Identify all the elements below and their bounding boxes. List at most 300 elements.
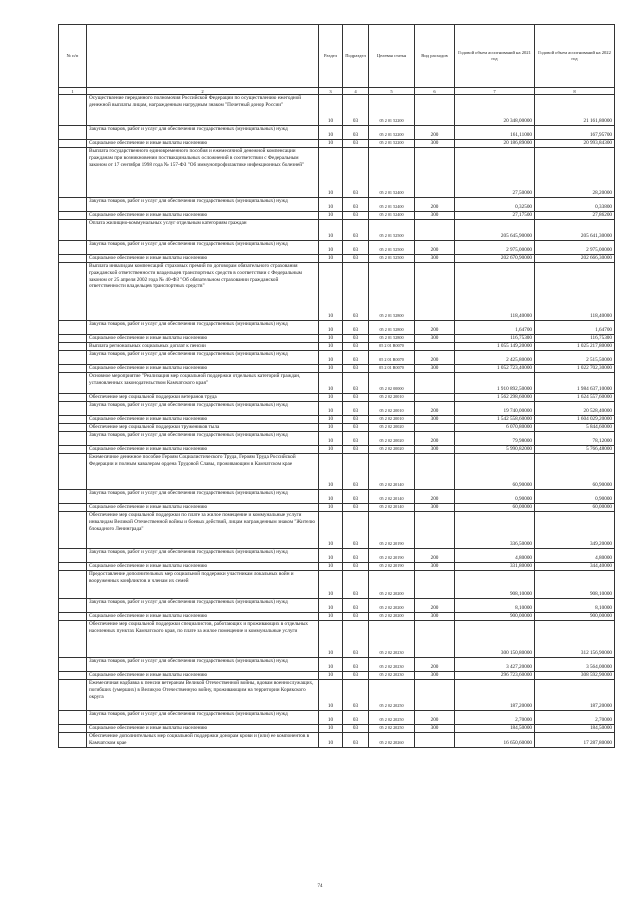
cell-num	[59, 321, 87, 335]
cell-amount-2021: 1,64700	[455, 321, 535, 335]
cell-section: 10	[319, 512, 343, 549]
cell-amount-2022: 118,40000	[535, 263, 615, 321]
cell-expense-type: 300	[415, 416, 455, 424]
cell-target-article: 05 2 02 20010	[369, 402, 415, 416]
column-number: 1	[59, 88, 87, 95]
cell-name: Социальное обеспечение и иные выплаты населению	[87, 672, 319, 680]
cell-section: 10	[319, 95, 343, 126]
cell-name: Закупка товаров, работ и услуг для обеспечения государственных (муниципальных) нужд	[87, 402, 319, 416]
cell-target-article: 05 2 01 52400	[369, 198, 415, 212]
cell-name: Закупка товаров, работ и услуг для обеспечения государственных (муниципальных) нужд	[87, 490, 319, 504]
cell-amount-2022: 349,20000	[535, 512, 615, 549]
cell-expense-type	[415, 220, 455, 241]
header-section: Раздел	[319, 25, 343, 88]
cell-section: 10	[319, 725, 343, 733]
cell-section: 10	[319, 454, 343, 490]
cell-target-article: 05 2 02 20140	[369, 490, 415, 504]
cell-amount-2022: 312 156,90000	[535, 621, 615, 658]
cell-num	[59, 711, 87, 725]
cell-num	[59, 335, 87, 343]
cell-subsection: 03	[343, 351, 369, 365]
cell-subsection: 03	[343, 504, 369, 512]
cell-subsection: 03	[343, 446, 369, 454]
cell-num	[59, 416, 87, 424]
cell-name: Закупка товаров, работ и услуг для обеспечения государственных (муниципальных) нужд	[87, 241, 319, 255]
cell-subsection: 03	[343, 512, 369, 549]
cell-amount-2022: 344,40000	[535, 563, 615, 571]
cell-name: Обеспечение мер социальной поддержки специалистов, работающих и проживающих в отдельных населенных пунктах Камчатского края, по плате за жилое помещение и коммунальные услуги	[87, 621, 319, 658]
cell-subsection: 03	[343, 725, 369, 733]
cell-subsection: 03	[343, 198, 369, 212]
cell-subsection: 03	[343, 711, 369, 725]
cell-expense-type	[415, 621, 455, 658]
cell-expense-type: 200	[415, 549, 455, 563]
cell-subsection: 03	[343, 599, 369, 613]
cell-subsection: 03	[343, 621, 369, 658]
cell-target-article: 05 2 01 52200	[369, 95, 415, 126]
cell-target-article: 05 2 01 52800	[369, 335, 415, 343]
cell-num	[59, 490, 87, 504]
cell-num	[59, 263, 87, 321]
cell-expense-type: 300	[415, 672, 455, 680]
cell-target-article: 05 2 02 20250	[369, 680, 415, 711]
cell-amount-2022: 60,90000	[535, 454, 615, 490]
cell-amount-2021: 4,80000	[455, 549, 535, 563]
header-subsection: Подраздел	[343, 25, 369, 88]
cell-target-article: 05 2 02 20250	[369, 725, 415, 733]
cell-name: Социальное обеспечение и иные выплаты населению	[87, 335, 319, 343]
cell-num	[59, 512, 87, 549]
cell-amount-2021: 1 562 298,60000	[455, 394, 535, 402]
cell-section: 10	[319, 140, 343, 148]
cell-target-article: 05 2 01 R0070	[369, 365, 415, 373]
cell-target-article: 05 2 01 R0070	[369, 343, 415, 351]
cell-subsection: 03	[343, 241, 369, 255]
cell-amount-2022: 1 984 637,10000	[535, 373, 615, 394]
cell-amount-2021: 296 723,60000	[455, 672, 535, 680]
cell-expense-type: 300	[415, 140, 455, 148]
cell-target-article: 05 2 01 52200	[369, 140, 415, 148]
table-row	[59, 198, 615, 212]
cell-amount-2022: 5 766,48000	[535, 446, 615, 454]
cell-num	[59, 343, 87, 351]
cell-expense-type	[415, 733, 455, 748]
cell-num	[59, 255, 87, 263]
table-row	[59, 373, 615, 394]
header-2022: Годовой объем ассигнований на 2022 год	[535, 25, 615, 88]
cell-name: Выплата инвалидам компенсаций страховых премий по договорам обязательного страхования гражданской ответственности владельцев транспортных средств в соответствии с Федеральным законом от 25 апреля 2002 года № 40-ФЗ "Об обязательном страховании гражданской ответственности владельцев транспортных средств"	[87, 263, 319, 321]
cell-subsection: 03	[343, 335, 369, 343]
cell-name: Социальное обеспечение и иные выплаты населению	[87, 140, 319, 148]
cell-expense-type	[415, 373, 455, 394]
cell-section: 10	[319, 672, 343, 680]
cell-subsection: 03	[343, 432, 369, 446]
cell-num	[59, 365, 87, 373]
cell-amount-2022: 187,20000	[535, 680, 615, 711]
cell-subsection: 03	[343, 733, 369, 748]
cell-subsection: 03	[343, 255, 369, 263]
cell-section: 10	[319, 432, 343, 446]
cell-name: Закупка товаров, работ и услуг для обеспечения государственных (муниципальных) нужд	[87, 351, 319, 365]
cell-amount-2022: 20 528,40000	[535, 402, 615, 416]
table-row	[59, 490, 615, 504]
cell-target-article: 05 2 02 20200	[369, 599, 415, 613]
cell-num	[59, 725, 87, 733]
column-number: 7	[455, 88, 535, 95]
column-number: 3	[319, 88, 343, 95]
table-row	[59, 365, 615, 373]
cell-subsection: 03	[343, 563, 369, 571]
table-row	[59, 343, 615, 351]
cell-expense-type: 300	[415, 563, 455, 571]
cell-subsection: 03	[343, 613, 369, 621]
cell-name: Закупка товаров, работ и услуг для обеспечения государственных (муниципальных) нужд	[87, 599, 319, 613]
table-row	[59, 432, 615, 446]
cell-amount-2022: 3 564,00000	[535, 658, 615, 672]
table-row	[59, 658, 615, 672]
cell-amount-2022: 0,33800	[535, 198, 615, 212]
table-row	[59, 402, 615, 416]
table-row	[59, 416, 615, 424]
cell-amount-2021: 118,40000	[455, 263, 535, 321]
cell-num	[59, 394, 87, 402]
table-row	[59, 126, 615, 140]
column-number-row	[59, 88, 615, 95]
cell-target-article: 05 2 02 20230	[369, 658, 415, 672]
header-name	[87, 25, 319, 88]
cell-expense-type: 200	[415, 432, 455, 446]
cell-amount-2021: 908,10000	[455, 571, 535, 599]
cell-expense-type	[415, 95, 455, 126]
cell-name: Выплата государственного единовременного пособия и ежемесячной денежной компенсации гражданам при возникновении поствакцинальных осложнений в соответствии с Федеральным законом от 17 сентября 1998 года № 157-ФЗ "Об иммунопрофилактике инфекционных болезней"	[87, 148, 319, 198]
cell-amount-2021: 2,70000	[455, 711, 535, 725]
cell-amount-2022: 2 515,50000	[535, 351, 615, 365]
cell-amount-2022: 5 844,60000	[535, 424, 615, 432]
cell-expense-type: 300	[415, 613, 455, 621]
cell-name: Основное мероприятие "Реализация мер социальной поддержки отдельных категорий граждан, установленных законодательством Камчатского края"	[87, 373, 319, 394]
table-row	[59, 446, 615, 454]
cell-amount-2021: 16 650,60000	[455, 733, 535, 748]
cell-amount-2022: 1 022 702,30000	[535, 365, 615, 373]
cell-section: 10	[319, 402, 343, 416]
cell-num	[59, 212, 87, 220]
cell-section: 10	[319, 599, 343, 613]
cell-target-article: 05 2 02 20140	[369, 504, 415, 512]
cell-amount-2021: 1 052 723,40000	[455, 365, 535, 373]
cell-amount-2021: 202 670,90000	[455, 255, 535, 263]
cell-name: Осуществление переданного полномочия Российской Федерации по осуществлению ежегодной денежной выплаты лицам, награжденным нагрудным знаком "Почетный донор России"	[87, 95, 319, 126]
cell-section: 10	[319, 563, 343, 571]
cell-num	[59, 571, 87, 599]
cell-expense-type: 200	[415, 490, 455, 504]
cell-target-article: 05 2 01 52400	[369, 212, 415, 220]
cell-amount-2022: 2 975,00000	[535, 241, 615, 255]
cell-amount-2021: 187,20000	[455, 680, 535, 711]
table-row	[59, 220, 615, 241]
cell-expense-type: 200	[415, 321, 455, 335]
cell-amount-2021: 184,50000	[455, 725, 535, 733]
cell-amount-2022: 202 666,30000	[535, 255, 615, 263]
cell-target-article: 05 2 01 52800	[369, 321, 415, 335]
cell-section: 10	[319, 549, 343, 563]
column-number: 8	[535, 88, 615, 95]
cell-target-article: 05 2 01 52500	[369, 220, 415, 241]
table-row	[59, 263, 615, 321]
cell-name: Социальное обеспечение и иные выплаты населению	[87, 725, 319, 733]
table-row	[59, 504, 615, 512]
cell-num	[59, 549, 87, 563]
cell-num	[59, 658, 87, 672]
cell-name: Закупка товаров, работ и услуг для обеспечения государственных (муниципальных) нужд	[87, 321, 319, 335]
cell-expense-type	[415, 454, 455, 490]
table-row	[59, 621, 615, 658]
column-number: 2	[87, 88, 319, 95]
table-row	[59, 424, 615, 432]
cell-num	[59, 454, 87, 490]
cell-num	[59, 148, 87, 198]
table-row	[59, 212, 615, 220]
cell-target-article: 05 2 02 20010	[369, 394, 415, 402]
cell-amount-2022: 308 592,90000	[535, 672, 615, 680]
cell-expense-type: 200	[415, 198, 455, 212]
cell-num	[59, 680, 87, 711]
cell-section: 10	[319, 343, 343, 351]
cell-section: 10	[319, 571, 343, 599]
cell-target-article: 05 2 02 20020	[369, 446, 415, 454]
cell-section: 10	[319, 680, 343, 711]
cell-subsection: 03	[343, 365, 369, 373]
cell-section: 10	[319, 241, 343, 255]
cell-num	[59, 504, 87, 512]
table-row	[59, 95, 615, 126]
cell-num	[59, 563, 87, 571]
cell-amount-2021: 161,11000	[455, 126, 535, 140]
cell-amount-2022: 1 025 217,80000	[535, 343, 615, 351]
cell-expense-type	[415, 263, 455, 321]
cell-name: Предоставление дополнительных мер социальной поддержки участникам локальных войн и вооруженных конфликтов и членам их семей	[87, 571, 319, 599]
cell-target-article: 05 2 01 52200	[369, 126, 415, 140]
cell-num	[59, 140, 87, 148]
cell-section: 10	[319, 658, 343, 672]
cell-target-article: 05 2 02 20190	[369, 549, 415, 563]
cell-amount-2021: 0,32500	[455, 198, 535, 212]
cell-amount-2022: 8,10000	[535, 599, 615, 613]
cell-num	[59, 672, 87, 680]
cell-section: 10	[319, 394, 343, 402]
cell-subsection: 03	[343, 402, 369, 416]
header-row	[59, 25, 615, 88]
cell-subsection: 03	[343, 454, 369, 490]
cell-name: Обеспечение дополнительных мер социальной поддержки донорам крови и (или) ее компонентов в Камчатском крае	[87, 733, 319, 748]
table-row	[59, 321, 615, 335]
cell-amount-2022: 27,86200	[535, 212, 615, 220]
column-number: 5	[369, 88, 415, 95]
cell-name: Социальное обеспечение и иные выплаты населению	[87, 563, 319, 571]
table-row	[59, 563, 615, 571]
cell-target-article: 05 2 01 52400	[369, 148, 415, 198]
cell-expense-type	[415, 512, 455, 549]
table-row	[59, 351, 615, 365]
cell-section: 10	[319, 220, 343, 241]
cell-name: Закупка товаров, работ и услуг для обеспечения государственных (муниципальных) нужд	[87, 711, 319, 725]
table-row	[59, 148, 615, 198]
cell-num	[59, 446, 87, 454]
cell-amount-2022: 205 641,30000	[535, 220, 615, 241]
cell-name: Социальное обеспечение и иные выплаты населению	[87, 504, 319, 512]
cell-section: 10	[319, 126, 343, 140]
table-row	[59, 725, 615, 733]
cell-amount-2021: 2 425,80000	[455, 351, 535, 365]
cell-target-article: 05 2 01 52500	[369, 241, 415, 255]
cell-amount-2021: 6 070,80000	[455, 424, 535, 432]
header-num: № п/п	[59, 25, 87, 88]
cell-expense-type: 300	[415, 365, 455, 373]
table-row	[59, 733, 615, 748]
cell-subsection: 03	[343, 490, 369, 504]
cell-subsection: 03	[343, 263, 369, 321]
cell-name: Обеспечение мер социальной поддержки тружеников тыла	[87, 424, 319, 432]
header-2021: Годовой объем ассигнований на 2021 год	[455, 25, 535, 88]
cell-amount-2022: 167,95700	[535, 126, 615, 140]
cell-target-article: 05 2 02 20140	[369, 454, 415, 490]
cell-subsection: 03	[343, 571, 369, 599]
cell-amount-2022: 78,12000	[535, 432, 615, 446]
table-row	[59, 241, 615, 255]
cell-target-article: 05 2 02 20250	[369, 711, 415, 725]
table-row	[59, 335, 615, 343]
cell-subsection: 03	[343, 416, 369, 424]
cell-section: 10	[319, 212, 343, 220]
cell-subsection: 03	[343, 549, 369, 563]
cell-expense-type: 300	[415, 212, 455, 220]
cell-section: 10	[319, 351, 343, 365]
cell-num	[59, 621, 87, 658]
table-row	[59, 599, 615, 613]
cell-target-article: 05 2 02 20010	[369, 416, 415, 424]
cell-subsection: 03	[343, 220, 369, 241]
cell-amount-2021: 1 055 149,20000	[455, 343, 535, 351]
cell-section: 10	[319, 711, 343, 725]
cell-name: Обеспечение мер социальной поддержки ветеранов труда	[87, 394, 319, 402]
cell-name: Закупка товаров, работ и услуг для обеспечения государственных (муниципальных) нужд	[87, 658, 319, 672]
cell-amount-2021: 5 990,82000	[455, 446, 535, 454]
cell-expense-type	[415, 148, 455, 198]
cell-section: 10	[319, 504, 343, 512]
cell-amount-2022: 116,75300	[535, 335, 615, 343]
cell-amount-2021: 900,00000	[455, 613, 535, 621]
cell-name: Социальное обеспечение и иные выплаты населению	[87, 446, 319, 454]
cell-expense-type: 200	[415, 658, 455, 672]
cell-num	[59, 424, 87, 432]
cell-amount-2022: 0,90000	[535, 490, 615, 504]
cell-name: Обеспечение мер социальной поддержки по плате за жилое помещение и коммунальные услуги инвалидам Великой Отечественной войны и боевых действий, лицам награжденным знаком "Жителю блокадного Ленинграда"	[87, 512, 319, 549]
cell-amount-2021: 20 186,89000	[455, 140, 535, 148]
cell-amount-2021: 27,17500	[455, 212, 535, 220]
cell-amount-2022: 2,70000	[535, 711, 615, 725]
table-row	[59, 680, 615, 711]
cell-section: 10	[319, 621, 343, 658]
cell-expense-type: 200	[415, 711, 455, 725]
cell-num	[59, 613, 87, 621]
cell-expense-type: 300	[415, 504, 455, 512]
cell-section: 10	[319, 321, 343, 335]
cell-section: 10	[319, 148, 343, 198]
cell-section: 10	[319, 335, 343, 343]
table-row	[59, 394, 615, 402]
cell-amount-2022: 60,00000	[535, 504, 615, 512]
cell-section: 10	[319, 733, 343, 748]
cell-amount-2022: 28,20000	[535, 148, 615, 198]
cell-subsection: 03	[343, 140, 369, 148]
cell-amount-2021: 3 427,20000	[455, 658, 535, 672]
cell-amount-2021: 2 975,00000	[455, 241, 535, 255]
page-number: 74	[317, 884, 323, 889]
cell-subsection: 03	[343, 321, 369, 335]
cell-subsection: 03	[343, 95, 369, 126]
column-number: 4	[343, 88, 369, 95]
cell-section: 10	[319, 255, 343, 263]
cell-target-article: 05 2 02 20260	[369, 733, 415, 748]
cell-target-article: 05 2 02 20200	[369, 613, 415, 621]
cell-amount-2021: 27,50000	[455, 148, 535, 198]
cell-target-article: 05 2 02 20190	[369, 563, 415, 571]
cell-expense-type: 200	[415, 599, 455, 613]
cell-expense-type	[415, 680, 455, 711]
cell-num	[59, 373, 87, 394]
cell-subsection: 03	[343, 373, 369, 394]
cell-amount-2021: 20 348,00000	[455, 95, 535, 126]
cell-target-article: 05 2 01 52500	[369, 255, 415, 263]
cell-num	[59, 599, 87, 613]
table-row	[59, 711, 615, 725]
cell-target-article: 05 2 02 20200	[369, 571, 415, 599]
cell-expense-type	[415, 394, 455, 402]
cell-subsection: 03	[343, 148, 369, 198]
cell-num	[59, 432, 87, 446]
cell-name: Выплата региональных социальных доплат к пенсии	[87, 343, 319, 351]
cell-subsection: 03	[343, 424, 369, 432]
cell-subsection: 03	[343, 672, 369, 680]
cell-amount-2021: 1 910 892,50000	[455, 373, 535, 394]
cell-amount-2021: 19 740,00000	[455, 402, 535, 416]
cell-name: Социальное обеспечение и иные выплаты населению	[87, 212, 319, 220]
cell-expense-type: 300	[415, 255, 455, 263]
cell-section: 10	[319, 198, 343, 212]
cell-subsection: 03	[343, 343, 369, 351]
cell-target-article: 05 2 02 20190	[369, 512, 415, 549]
cell-section: 10	[319, 416, 343, 424]
table-row	[59, 613, 615, 621]
cell-name: Закупка товаров, работ и услуг для обеспечения государственных (муниципальных) нужд	[87, 549, 319, 563]
cell-section: 10	[319, 424, 343, 432]
cell-section: 10	[319, 263, 343, 321]
cell-section: 10	[319, 613, 343, 621]
cell-subsection: 03	[343, 658, 369, 672]
cell-amount-2021: 331,80000	[455, 563, 535, 571]
cell-expense-type	[415, 343, 455, 351]
cell-num	[59, 241, 87, 255]
cell-name: Оплата жилищно-коммунальных услуг отдельным категориям граждан	[87, 220, 319, 241]
cell-expense-type: 200	[415, 241, 455, 255]
cell-amount-2022: 184,50000	[535, 725, 615, 733]
header-expense-type: Вид расходов	[415, 25, 455, 88]
cell-amount-2022: 908,10000	[535, 571, 615, 599]
table-row	[59, 454, 615, 490]
column-number: 6	[415, 88, 455, 95]
cell-amount-2022: 1 604 029,20000	[535, 416, 615, 424]
cell-amount-2021: 8,10000	[455, 599, 535, 613]
cell-name: Социальное обеспечение и иные выплаты населению	[87, 365, 319, 373]
